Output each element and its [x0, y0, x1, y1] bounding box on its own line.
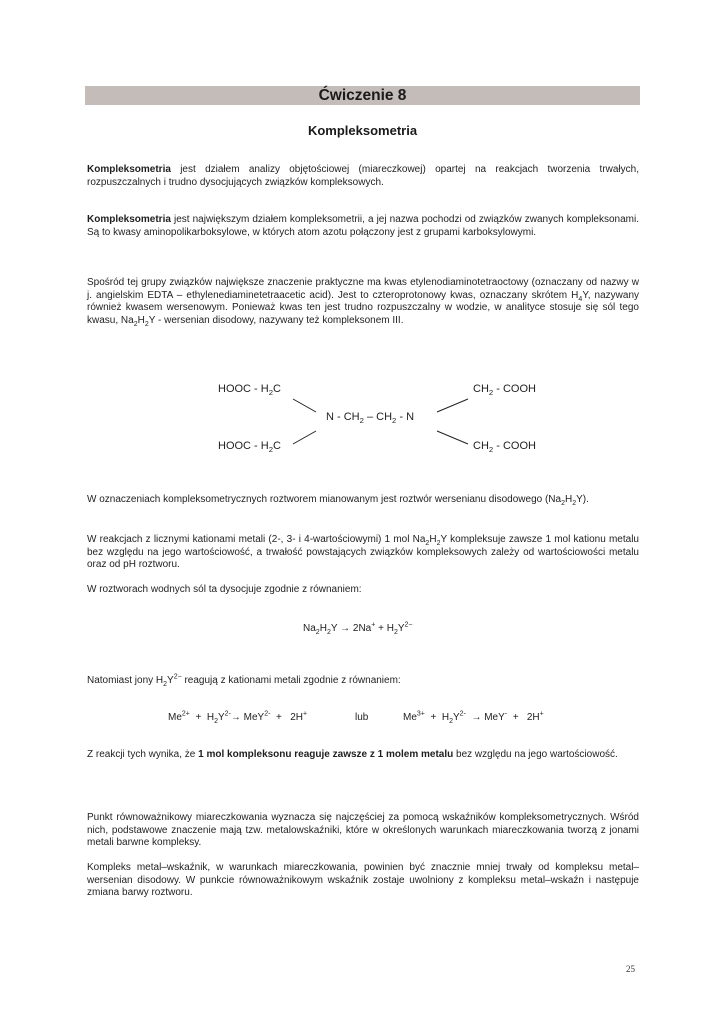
page-number: 25	[626, 964, 635, 974]
paragraph-stoichiometry: W reakcjach z licznymi kationami metali (2-, 3- i 4-wartościowymi) 1 mol $Na_2H_2Y$ kompleksuje zawsze 1 mol kationu metalu bez względu na jego wartościowość, a trwałość powstających związków kompleksowych zależy od wartościowości metalu oraz od pH roztworu.	[87, 534, 639, 571]
page-title: Ćwiczenie 8	[85, 86, 640, 105]
paragraph-dissociation-intro: W roztworach wodnych sól ta dysocjuje zgodnie z równaniem:	[87, 584, 362, 595]
paragraph-complexones: Kompleksometria jest największym działem kompleksometrii, a jej nazwa pochodzi od związków zwanych kompleksonami. Są to kwasy aminopolikarboksylowe, w których atom azotu połączony jest z grupami karboksylowymi.	[87, 214, 639, 238]
paragraph-definition: Kompleksometria jest działem analizy objętościowej (miareczkowej) opartej na reakcjach tworzenia trwałych, rozpuszczalnych i trudno dysocjujących związków kompleksowych.	[87, 164, 639, 188]
formula-left-top: HOOC - $H_2C$	[218, 383, 281, 398]
equation-complexation-2plus: $Me^{2+} + H_2Y^{2-}\to MeY^{2-} + 2H^+$	[168, 710, 308, 725]
bond-line	[293, 431, 316, 444]
equation-complexation-3plus: $Me^{3+} + H_2Y^{2-} \to MeY^- + 2H^+$	[403, 710, 544, 725]
formula-center: N - $CH_2 - CH_2$ - N	[326, 411, 415, 426]
paragraph-indicator: Kompleks metal–wskaźnik, w warunkach miareczkowania, powinien być znacznie mniej trwały od kompleksu metal–wersenian disodowy. W punkcie równoważnikowym wskaźnik zostaje uwolniony z kompleksu metal–wskaźn i następuje zmiana barwy roztworu.	[87, 862, 639, 899]
section-subtitle: Kompleksometria	[307, 123, 418, 138]
paragraph-titrant: W oznaczeniach kompleksometrycznych roztworem mianowanym jest roztwór wersenianu disodowego $(Na_2H_2Y)$.	[87, 494, 589, 507]
bold-term: Kompleksometria	[87, 214, 171, 225]
paragraph-reaction-intro: Natomiast jony $H_2Y^{2-}$ reagują z kationami metali zgodnie z równaniem:	[87, 673, 401, 688]
formula-left-bottom: HOOC - $H_2C$	[218, 440, 281, 455]
bond-line	[437, 399, 468, 412]
equation-dissociation: $Na_2H_2Y \to 2Na^+ + H_2Y^{2-}$	[303, 621, 413, 636]
paragraph-edta: Spośród tej grupy związków największe znaczenie praktyczne ma kwas etylenodiaminotetraoctowy (oznaczany od nazwy w j. angielskim EDTA – ethylenediaminetetraacetic acid). Jest to czteroprotonowy kwas, oznaczany skrótem $H_4Y$, nazywany również kwasem wersenowym. Ponieważ kwas ten jest trudno rozpuszczalny w wodzie, w analityce stosuje się sól tego kwasu, $Na_2H_2Y$ - wersenian disodowy, nazywany też kompleksonem III.	[87, 277, 640, 328]
bold-term: Kompleksometria	[87, 164, 171, 175]
formula-right-top: $CH_2$ - COOH	[473, 383, 536, 398]
bond-line	[437, 431, 468, 444]
equation-separator: lub	[355, 712, 369, 723]
paragraph-endpoint: Punkt równoważnikowy miareczkowania wyznacza się najczęściej za pomocą wskaźników kompleksometrycznych. Wśród nich, podstawowe znaczenie mają tzw. metalowskaźniki, które w określonych warunkach miareczkowania tworzą z jonami metali barwne kompleksy.	[87, 812, 639, 849]
formula-right-bottom: $CH_2$ - COOH	[473, 440, 536, 455]
paragraph-conclusion: Z reakcji tych wynika, że 1 mol kompleksonu reaguje zawsze z 1 molem metalu bez względu na jego wartościowość.	[87, 749, 618, 760]
bond-line	[293, 399, 316, 412]
